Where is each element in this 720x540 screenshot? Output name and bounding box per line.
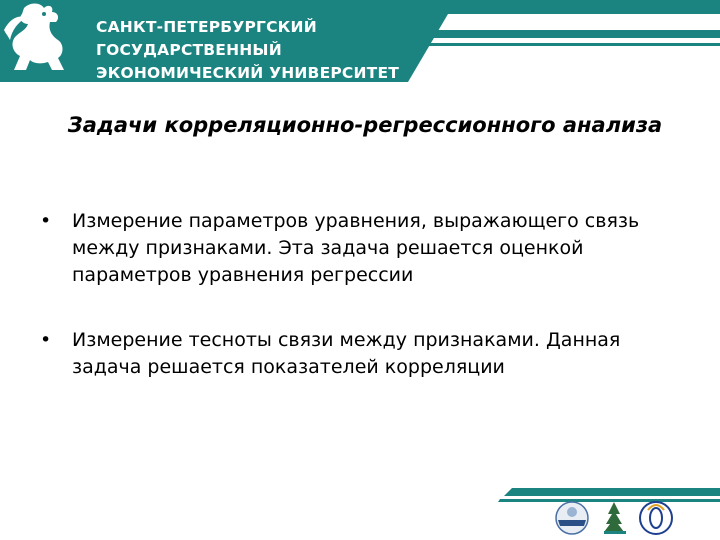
bullet-text: Измерение тесноты связи между признаками. Данная задача решается показателей корреляции (72, 329, 621, 378)
partner-emblem-1-icon (556, 502, 588, 534)
university-name-line-3: ЭКОНОМИЧЕСКИЙ УНИВЕРСИТЕТ (96, 64, 400, 82)
bullet-text: Измерение параметров уравнения, выражающего связь между признаками. Эта задача решается оценкой параметров уравнения регрессии (72, 210, 640, 286)
griffin-logo-icon (0, 0, 80, 76)
partner-emblem-2-icon (604, 502, 626, 534)
university-name-line-1: САНКТ-ПЕТЕРБУРГСКИЙ (96, 18, 317, 36)
bullet-item (40, 208, 680, 289)
bullet-list (40, 208, 680, 381)
bullet-item (40, 327, 680, 381)
slide-title: Задачи корреляционно-регрессионного анализа (67, 113, 663, 137)
partner-logos-shapes (552, 498, 682, 536)
university-name (96, 16, 399, 85)
header-banner (0, 0, 720, 100)
partner-logos (552, 498, 682, 536)
bullet-marker: • (40, 210, 52, 232)
partner-emblem-3-icon (640, 502, 672, 534)
bullet-marker: • (40, 329, 52, 351)
university-name-line-2: ГОСУДАРСТВЕННЫЙ (96, 41, 282, 59)
